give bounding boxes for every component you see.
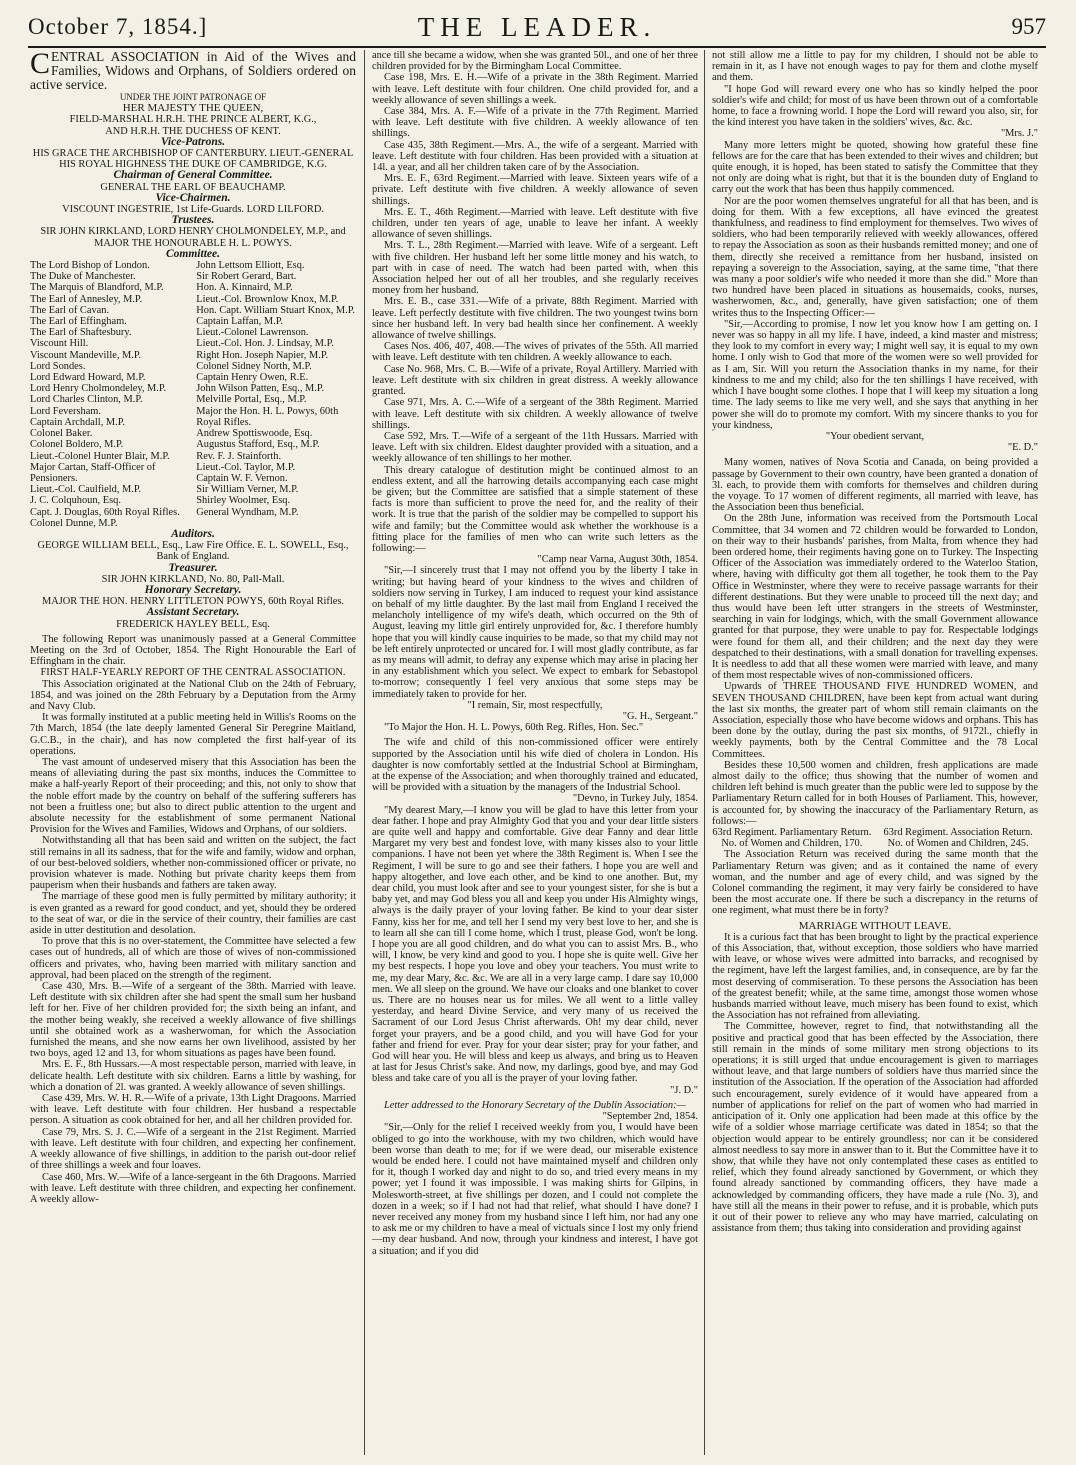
paragraph: Mrs. T. L., 28th Regiment.—Married with leave. Wife of a sergeant. Left with five children. Her husband left her some little money and his watch, to part with in case of need. The watch had been parted with, when this Association helped her out of all her troubles, and she regularly receives money from her husband. xyxy=(372,240,698,297)
patron-queen: HER MAJESTY THE QUEEN, xyxy=(122,102,264,115)
committee-member: Melville Portal, Esq., M.P. xyxy=(196,394,307,406)
letter-intro: Letter addressed to the Honorary Secretary of the Dublin Association:— xyxy=(384,1099,686,1111)
letter-signature: "J. D." xyxy=(670,1084,698,1096)
paragraph: To prove that this is no over-statement, the Committee have selected a few cases out of hundreds, all of which are those of wives of non-commissioned officers and privates, who, having been married with military sanction and approval, had been placed on the strength of the regiment. xyxy=(30,936,356,981)
committee-member: Lord Edward Howard, M.P. xyxy=(30,372,146,384)
paragraph: Mrs. E. F., 63rd Regiment.—Married with leave. Sixteen years wife of a private. Left destitute with five children. A weekly allowance of seven shillings. xyxy=(372,173,698,207)
masthead xyxy=(28,6,1046,48)
vice-chairmen-heading: Vice-Chairmen. xyxy=(155,191,231,204)
committee-member: Lord Sondes. xyxy=(30,360,86,372)
newspaper-title: THE LEADER. xyxy=(417,12,657,42)
patron-duchess: AND H.R.H. THE DUCHESS OF KENT. xyxy=(105,125,281,137)
committee-heading: Committee. xyxy=(166,247,220,260)
vice-patrons-heading: Vice-Patrons. xyxy=(160,135,226,148)
committee-member: Lord Feversham. xyxy=(30,405,101,417)
report-heading: FIRST HALF-YEARLY REPORT OF THE CENTRAL ASSOCIATION. xyxy=(40,667,346,679)
paragraph: Case 384, Mrs. A. F.—Wife of a private in the 77th Regiment. Married with leave. Left destitute with five children. A weekly allowance of ten shillings. xyxy=(372,106,698,140)
committee-member: Augustus Stafford, Esq., M.P. xyxy=(196,439,320,451)
advert-intro: CENTRAL ASSOCIATION in Aid of the Wives and Families, Widows and Orphans, of Soldiers ordered on active service. xyxy=(30,50,356,92)
paragraph: The Association Return was received during the same month that the Parliamentary Return was given; and as it contained the name of every woman, and the number and age of every child, and was signed by the Colonel commanding the regiment, it may very fairly be considered to have been the most accurate one. If there be such a discrepancy in the returns of one regiment, what must there be in forty? xyxy=(712,849,1038,917)
column-rule-1 xyxy=(364,50,365,1455)
committee-member: Hon. A. Kinnaird, M.P. xyxy=(196,282,293,294)
committee-member: Sir Robert Gerard, Bart. xyxy=(196,271,297,283)
committee-member: John Wilson Patten, Esq., M.P. xyxy=(196,383,325,395)
committee-member: Lieut.-Col. Caulfield, M.P. xyxy=(30,484,142,496)
committee-member: Lord Charles Clinton, M.P. xyxy=(30,394,143,406)
committee-member: Sir William Verner, M.P. xyxy=(196,484,299,496)
section-heading: MARRIAGE WITHOUT LEAVE. xyxy=(798,919,952,932)
chairman: GENERAL THE EARL OF BEAUCHAMP. xyxy=(100,181,286,193)
paragraph: This Association originated at the National Club on the 24th of February, 1854, and was joined on the 28th February by a Deputation from the Army and Navy Club. xyxy=(30,678,356,712)
committee-member: Lord Henry Cholmondeley, M.P. xyxy=(30,383,167,395)
asst-secretary-heading: Assistant Secretary. xyxy=(146,606,240,619)
letter-dateline: "Devno, in Turkey July, 1854. xyxy=(572,793,698,805)
paragraph: Upwards of THREE THOUSAND FIVE HUNDRED WOMEN, and SEVEN THOUSAND CHILDREN, have been kept from actual want during the last six months, the greater part of whom still remain claimants on the Association, especially those who have become widows and orphans. This has been done by the outlay, during the past six months, of 9172l., chiefly in weekly payments, both by the Central Committee and the 78 Local Committees. xyxy=(712,681,1038,760)
treasurer: SIR JOHN KIRKLAND, No. 80, Pall-Mall. xyxy=(101,573,285,585)
paragraph: ance till she became a widow, when she was granted 50l., and one of her three children provided for by the Birmingham Local Committee. xyxy=(372,50,698,73)
issue-date: October 7, 1854.] xyxy=(28,14,208,39)
vice-chairmen: VISCOUNT INGESTRIE, 1st Life-Guards. LORD LILFORD. xyxy=(62,204,324,216)
paragraph: Case 430, Mrs. B.—Wife of a sergeant of the 38th. Married with leave. Left destitute with six children after she had spent the small sum her husband left for her. Five of her children provided for; the sixth being an infant, and the mother being weakly, she received a weekly allowance of five shillings until she obtained work as a washerwoman, for which the Association furnished the means, and she now earns her own livelihood, assisted by her two boys, aged 12 and 13, for whom situations as pages have been found. xyxy=(30,981,356,1060)
committee-member: The Lord Bishop of London. xyxy=(30,260,150,272)
chairman-heading: Chairman of General Committee. xyxy=(113,169,273,182)
letter-signature: "E. D." xyxy=(1007,442,1038,454)
column-2 xyxy=(372,50,698,1458)
paragraph: Case 592, Mrs. T.—Wife of a sergeant of the 11th Hussars. Married with leave. Left with six children. Eldest daughter provided with a situation, and a weekly allowance of ten shillings to her mother. xyxy=(372,430,698,465)
treasurer-heading: Treasurer. xyxy=(168,561,218,574)
committee-left xyxy=(30,260,190,529)
paragraph: It was formally instituted at a public meeting held in Willis's Rooms on the 7th March, 1854 (the late deeply lamented General Sir Peregrine Maitland, G.C.B., in the chair), and has now completed the first half-year of its operations. xyxy=(30,712,356,757)
committee-member: Viscount Mandeville, M.P. xyxy=(30,349,142,361)
patronage-label: UNDER THE JOINT PATRONAGE OF xyxy=(119,92,267,102)
committee-member: The Earl of Cavan. xyxy=(30,304,110,316)
asst-secretary: FREDERICK HAYLEY BELL, Esq. xyxy=(116,618,270,630)
letter-dateline: "Camp near Varna, August 30th, 1854. xyxy=(537,554,698,566)
auditors-heading: Auditors. xyxy=(171,527,215,540)
paragraph: Many more letters might be quoted, showing how grateful these fine fellows are for the care that has been extended to their wives and children; but quite enough, it is hoped, has been stated to satisfy the Committee that they not only are doing what is right, but that it is the bounden duty of England to carry out the work that has been thus happily commenced. xyxy=(712,139,1038,196)
column-1 xyxy=(30,50,356,1458)
paragraph: Case 439, Mrs. W. H. R.—Wife of a private, 13th Light Dragoons. Married with leave. Left destitute with four children. Her husband a respectable person. A situation as cook obtained for her, and all her children provided for. xyxy=(30,1093,356,1127)
paragraph: Case 79, Mrs. S. J. C.—Wife of a sergeant in the 21st Regiment. Married with leave. Left destitute with four children, and expecting her confinement. A weekly allowance of five shillings, in addition to the parish out-door relief of three shillings a week and four loaves. xyxy=(30,1126,356,1172)
vice-patrons: HIS GRACE THE ARCHBISHOP OF CANTERBURY. LIEUT.-GENERAL HIS ROYAL HIGHNESS THE DUKE OF CAMBRIDGE, K.G. xyxy=(32,148,354,171)
letter-signature: "G. H., Sergeant." xyxy=(622,710,698,722)
column-3 xyxy=(712,50,1038,1458)
committee-member: Viscount Hill. xyxy=(30,338,89,350)
letter-body: "My dearest Mary,—I know you will be glad to have this letter from your dear father. I hope and pray Almighty God that you and your dear little sisters are quite well and happy and comfortable. Give dear Fanny and dear little Margaret my very best and fondest love, with many kisses also to your little companions. I have not been yet where the 38th Regiment is. When I see the Regiment, I will be sure to go and see their fathers. I hope you are well and happy altogether, and love each other, and be kind to one another. But, my dear child, you must look after and see to your youngest sister, for she is but a baby yet, and may God bless you all and keep you under His Almighty wings, always is the daily prayer of your loving father. Be kind to your dear sister Fanny, kiss her for me, and tell her I send my very best love to her, and she is to learn all she can till I come home, which I trust, please God, won't be long. I hope you are all good children, and do what you can to assist Mrs. B., who will, I know, be very kind and good to you. I hope she is quite well. Give her my best respects. I hope you love and obey your teachers. You must write to me, my dear Mary, &c. &c. We are all in a very large camp. I dare say 10,000 men. We all sleep on the ground. We have our cloaks and one blanket to cover us. There are no houses near us for miles. We all went to a little valley yesterday, and heard Divine Service, and very many of us received the Sacrament of our Lord Jesus Christ afterwards. Oh! my dear child, never forget your prayers, and be a good child, and you will have God for your father and friend for ever. Pray for your dear sister; pray for your father, and God will hear you. He will bless and keep us always, and bring us to Heaven at last for Jesus Christ's sake. And now, my darlings, good bye, and may God bless and take care of you all is the prayer of your loving father. xyxy=(372,804,698,1085)
paragraph: Cases Nos. 406, 407, 408.—The wives of privates of the 55th. All married with leave. Left destitute with ten children. A weekly allowance to each. xyxy=(372,341,698,364)
paragraph: The marriage of these good men is fully permitted by military authority; it is even granted as a reward for good conduct, and yet, should they be ordered to the seat of war, or die in the service of their country, their families are cast aside in utter destitution and desolation. xyxy=(30,891,356,937)
committee-member: Right Hon. Joseph Napier, M.P. xyxy=(196,349,329,361)
letter-closing: "I remain, Sir, most respectfully, xyxy=(467,699,603,711)
paragraph: Many women, natives of Nova Scotia and Canada, on being provided a passage by Government to their own country, have been granted a donation of 3l. each, to provide them with comforts for themselves and children during the voyage. To 17 women of different regiments, all married with leave, has the Association been thus beneficial. xyxy=(712,457,1038,514)
paragraph: It is a curious fact that has been brought to light by the practical experience of this Association, that, without exception, those soldiers who have married with leave, or whose wives were admitted into barracks, and recognised by the regiment, have left the largest families, and, in consequence, are by far the most deserving of commiseration. To these persons the Association has been of the greatest benefit; while, at the same time, amongst those women whose husbands married without leave, much misery has been found to exist, which the Association has not refrained from alleviating. xyxy=(712,931,1038,1022)
letter-body: "Sir,—Only for the relief I received weekly from you, I would have been obliged to go into the workhouse, with my two children, which would have been worse than death to me; for if we were dead, our miserable existence would be ended here. I could not have maintained myself and children only for it, though I worked day and night to do so, and tried every means in my power; yet I found it was impossible. I was making shirts for Gilpins, in Molesworth-street, at five shillings per dozen, and I could not complete the dozen in a week; so if I had not had that relief, what should I have done? I never received any money from my husband since I left him, nor had any one to ask me or my children to have a meal of victuals since I lost my only friend—my dear husband. And now, through your kindness and interest, I have got a situation; and if you did xyxy=(372,1122,698,1257)
committee-member: Colonel Dunne, M.P. xyxy=(30,517,118,529)
paragraph: The Committee, however, regret to find, that notwithstanding all the positive and practical good that has been effected by the Association, there still remain in the minds of some military men strong objections to its operations; it is still urged that undue encouragement is given to marriages without leave, and that large numbers of soldiers have thus married since the institution of the Association. If the operation of the Association had afforded such encouragement, surely evidence of it would have appeared from a number of applications for relief on the part of women who had married in anticipation of it. Only one application had been made at this office by the wife of a soldier whose marriage certificate was dated in 1854; so that the objection would appear to be entirely groundless; nor can it be considered almost needless to say more in answer than to it. But the Committee have it to show, that while they have not only contemplated these cases as entitled to relief, which they found already sanctioned by Government, or which they found already sanctioned by commanding officers, they have made a acknowledged by commanding officers, they have made a rule (No. 3), and have still all the means in their power to refuse, and it is probable, which puts it out of their power to relieve any who may have married, calculating on assistance from them; thus taking into consideration and providing against xyxy=(712,1021,1038,1235)
committee-member: Colonel Sidney North, M.P. xyxy=(196,360,312,372)
association-return xyxy=(878,827,1038,849)
paragraph: not still allow me a little to pay for my children, I should not be able to remain in it, as I have not enough wages to pay for them and clothe myself and them. xyxy=(712,50,1038,84)
committee-member: General Wyndham, M.P. xyxy=(196,506,299,518)
committee-member: J. C. Colquhoun, Esq. xyxy=(30,495,121,507)
committee-right xyxy=(196,260,356,529)
parliamentary-return xyxy=(712,827,872,849)
committee-member: Major the Hon. H. L. Powys, 60th Royal Rifles. xyxy=(196,405,339,428)
letter-dateline: "September 2nd, 1854. xyxy=(602,1111,698,1123)
committee-member: Captain Henry Owen, R.E. xyxy=(196,372,309,384)
committee-member: Captain Archdall, M.P. xyxy=(30,416,125,428)
paragraph: On the 28th June, information was received from the Portsmouth Local Committee, that 34 women and 72 children would be forwarded to London, on their way to their husbands' parishes, from Malta, from whence they had been ordered home, their regiments having gone on to Turkey. The Inspecting Officer of the Association was immediately ordered to the Waterloo Station, where, having with difficulty got them all together, he took them to the Pay Office in Westminster, where they were to receive passage warrants for their different destinations. But they were unable to proceed till the next day; and thus would have been left utter strangers in the streets of Westminster, searching in vain for lodgings, which, with the small Government allowance granted for that purpose, they were unable to pay for. Respectable lodgings were found for them all, and their children; and the next day they were despatched to their destinations, with a small donation for travelling expenses. It is needless to add that all these women were married with leave, and many of them most respectable wives of non-commissioned officers. xyxy=(712,513,1038,682)
letter-signature: "Mrs. J." xyxy=(1000,128,1038,140)
paragraph: Case 435, 38th Regiment.—Mrs. A., the wife of a sergeant. Married with leave. Left destitute with four children. Has been provided with a situation at 14l. a year, and all her children taken care of by the Association. xyxy=(372,139,698,174)
committee-member: John Lettsom Elliott, Esq. xyxy=(196,260,305,272)
committee-member: The Earl of Shaftesbury. xyxy=(30,327,132,339)
paragraph: Nor are the poor women themselves ungrateful for all that has been, and is doing for them. With a few exceptions, all have evinced the greatest thankfulness, and readiness to find employment for themselves. Two wives of soldiers, who had been temporarily relieved with weekly allowances, offered to repay the Association as soon as their husbands remitted money; and one of them, directly she received a remittance from her husband, insisted on repaying a sovereign to the Association, saying, at the same time, "that there was many a poor soldier's wife who needed it more than she did." More than two hundred have been placed in situations as housemaids, cooks, nurses, washerwomen, &c., and, generally, have given satisfaction; one of them writes thus to the Inspecting Officer:— xyxy=(712,195,1038,319)
committee-member: Capt. J. Douglas, 60th Royal Rifles. xyxy=(30,506,180,518)
committee-member: The Earl of Annesley, M.P. xyxy=(30,293,143,305)
committee-member: Andrew Spottiswoode, Esq. xyxy=(196,428,313,440)
paragraph: Mrs. E. F., 8th Hussars.—A most respectable person, married with leave, in delicate health. Left destitute with six children. Earns a little by washing, for which a donation of 2l. was granted. A weekly allowance of seven shillings. xyxy=(30,1059,356,1093)
paragraph: The following Report was unanimously passed at a General Committee Meeting on the 3rd of October, 1854. The Right Honourable the Earl of Effingham in the chair. xyxy=(30,633,356,668)
paragraph: Case 460, Mrs. W.—Wife of a lance-sergeant in the 6th Dragoons. Married with leave. Left destitute with three children, and expecting her confinement. A weekly allow- xyxy=(30,1171,356,1205)
committee-member: Hon. Capt. William Stuart Knox, M.P. xyxy=(196,304,355,316)
committee-member: Shirley Woolmer, Esq. xyxy=(196,495,291,507)
paragraph: Case No. 968, Mrs. C. B.—Wife of a private, Royal Artillery. Married with leave. Left destitute with six children in great distress. A weekly allowance granted. xyxy=(372,363,698,398)
return-value: No. of Women and Children, 245. xyxy=(887,838,1029,850)
committee-member: Captain Laffan, M.P. xyxy=(196,316,283,328)
paragraph: The vast amount of undeserved misery that this Association has been the means of alleviating during the past six months, induces the Committee to make a half-yearly Report of their proceeding; and this, not only to show that the noble effort made by the country on behalf of the suffering sufferers has not been a fruitless one; but also to direct public attention to the urgent and absolute necessity for the establishment of some permanent National Provision for the Wives and Families, Widows and Orphans, of our soldiers. xyxy=(30,756,356,836)
hon-secretary: MAJOR THE HON. HENRY LITTLETON POWYS, 60th Royal Rifles. xyxy=(42,596,344,608)
column-rule-2 xyxy=(704,50,705,1455)
committee-member: Lieut.-Colonel Hunter Blair, M.P. xyxy=(30,450,170,462)
return-heading: 63rd Regiment. Parliamentary Return. xyxy=(712,827,872,839)
committee-member: Rev. F. J. Stainforth. xyxy=(196,450,282,462)
letter-body: "Sir,—According to promise, I now let you know how I am getting on. I never was so happy in all my life. I have, indeed, a kind master and mistress; they look to my comfort in every way; I might well say, it is equal to my own home. I only wish to God that more of the women were so well provided for as I am, Sir. Will you return the Association thanks in my name, for their kindness to me and my child; also for the ten shillings I have received, with which I have bought some clothes. I hope that I will keep my situation a long time. The lady seems to like me very well, and she says that anything in her power she will do to promote my comfort. With my sincere thanks to you for your kindness, xyxy=(712,318,1038,431)
letter-closing: "Your obedient servant, xyxy=(825,430,925,442)
paragraph: "I hope God will reward every one who has so kindly helped the poor soldier's wife and child; for most of us have been thrown out of a comfortable home, to face a frowning world. I hope the Lord will reward you also, sir, for the kind interest you have taken in the soldiers' wives, &c. &c. xyxy=(712,83,1038,129)
paragraph: The wife and child of this non-commissioned officer were entirely supported by the Association until his wife died of cholera in London. His daughter is now comfortably settled at the Industrial School at Birmingham, at the expense of the Association; and when thoroughly trained and educated, will be provided with a situation by the managers of the Industrial School. xyxy=(372,737,698,794)
paragraph: Mrs. E. B., case 331.—Wife of a private, 88th Regiment. Married with leave. Left perfectly destitute with five children. The two youngest twins born since her husband left. In very bad health since her confinement. A weekly allowance of twelve shillings. xyxy=(372,296,698,342)
returns-comparison xyxy=(712,827,1038,849)
committee-member: Major Cartan, Staff-Officer of Pensioners. xyxy=(30,461,156,484)
committee-member: Lieut.-Col. Hon. J. Lindsay, M.P. xyxy=(196,338,334,350)
committee-member: Lieut.-Col. Brownlow Knox, M.P. xyxy=(196,293,339,305)
committee-member: Lieut.-Col. Taylor, M.P. xyxy=(196,461,296,473)
return-heading: 63rd Regiment. Association Return. xyxy=(883,827,1033,839)
committee-member: The Earl of Effingham. xyxy=(30,316,127,328)
trustees: SIR JOHN KIRKLAND, LORD HENRY CHOLMONDELEY, M.P., and MAJOR THE HONOURABLE H. L. POWYS. xyxy=(40,226,346,249)
paragraph: Case 971, Mrs. A. C.—Wife of a sergeant of the 38th Regiment. Married with leave. Left destitute with six children. A weekly allowance of twelve shillings. xyxy=(372,397,698,431)
patron-prince: FIELD-MARSHAL H.R.H. THE PRINCE ALBERT, K.G., xyxy=(69,114,317,126)
paragraph: Besides these 10,500 women and children, fresh applications are made almost daily to the office; thus showing that the number of women and children left behind is much greater than the public were led to suppose by the Parliamentary Return called for in both Houses of Parliament. This, however, is accounted for, by showing the inaccuracy of the Parliamentary Return, as follows:— xyxy=(712,759,1038,827)
letter-addressee: "To Major the Hon. H. L. Powys, 60th Reg. Rifles, Hon. Sec." xyxy=(384,722,644,734)
committee-list xyxy=(30,260,356,529)
committee-member: The Duke of Manchester. xyxy=(30,271,136,283)
paragraph: Mrs. E. T., 46th Regiment.—Married with leave. Left destitute with five children, under ten years of age, unable to leave her infant. A weekly allowance of seven shillings. xyxy=(372,206,698,241)
committee-member: Lieut.-Colonel Lawrenson. xyxy=(196,327,309,339)
letter-body: "Sir,—I sincerely trust that I may not offend you by the liberty I take in writing; but having heard of your kindness to the wives and children of soldiers now serving in Turkey, I am induced to request your kind assistance on behalf of my little daughter. By the last mail from England I received the melancholy intelligence of my wife's death, which occurred on the 9th of August, leaving my little girl entirely unprovided for, &c. I therefore humbly hope that you will kindly cause inquiries to be made, so that my child may not be left entirely unprotected or uncared for. I will most gladly contribute, as far as my means will admit, to defray any expense which may arise in placing her in any establishment which you select. We expect to embark for Sebastopol to-morrow; consequently I feel very anxious that some steps may be immediately taken to provide for her. xyxy=(372,565,698,700)
trustees-heading: Trustees. xyxy=(171,214,215,227)
paragraph: Notwithstanding all that has been said and written on the subject, the fact still remains in all its sadness, that for the wife and family, widow and orphan, of our best-beloved soldiers, whether non-commissioned officer or private, no provision whatever is made. Nothing but private charity keeps them from pauperism when their husbands and fathers are taken away. xyxy=(30,835,356,892)
page-number: 957 xyxy=(1011,14,1046,39)
hon-secretary-heading: Honorary Secretary. xyxy=(144,583,242,596)
auditors: GEORGE WILLIAM BELL, Esq., Law Fire Office. E. L. SOWELL, Esq., Bank of England. xyxy=(37,540,349,563)
committee-member: The Marquis of Blandford, M.P. xyxy=(30,282,164,294)
paragraph: Case 198, Mrs. E. H.—Wife of a private in the 38th Regiment. Married with leave. Left destitute with four children. One child provided for, and a weekly allowance of seven shillings a week. xyxy=(372,72,698,106)
paragraph: This dreary catalogue of destitution might be continued almost to an endless extent, and all the harrowing details accompanying each case might be given; but the Committee are satisfied that a simple statement of these facts is more than sufficient to prove the need for, and the reality of their work. It is true that the parish of the soldier may be compelled to support his wife and family; but the Committee would ask whether the workhouse is a fitting place for the families of men who can write such letters as the following:— xyxy=(372,464,698,554)
committee-member: Colonel Boldero, M.P. xyxy=(30,439,124,451)
committee-member: Captain W. F. Vernon. xyxy=(196,472,288,484)
committee-member: Colonel Baker. xyxy=(30,428,93,440)
return-value: No. of Women and Children, 170. xyxy=(721,838,863,850)
